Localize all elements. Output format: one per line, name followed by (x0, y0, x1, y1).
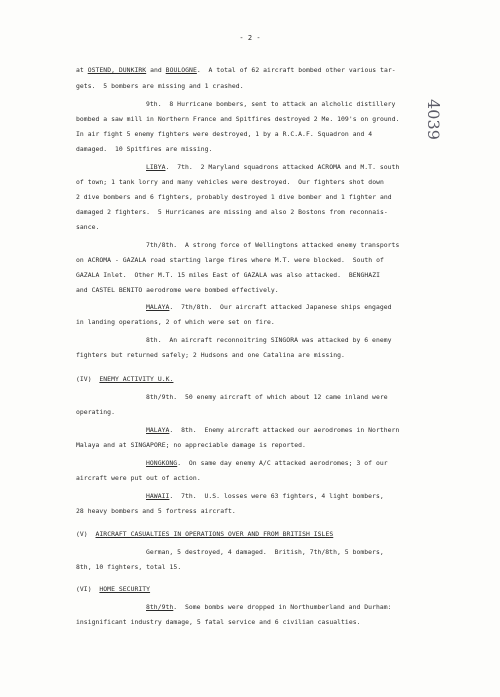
section-heading: LIBYA (146, 163, 166, 171)
text-line: 8th/9th. Some bombs were dropped in Northumberland and Durham: (146, 603, 392, 611)
text-line: 8th/9th. 50 enemy aircraft of which about 12 came inland were (146, 393, 388, 401)
section-heading: MALAYA (146, 426, 170, 434)
text-line: on ACROMA - GAZALA road starting large fires where M.T. were blocked. South of (76, 256, 384, 264)
text-line: MALAYA. 7th/8th. Our aircraft attacked Japanese ships engaged (146, 303, 392, 311)
section-heading: MALAYA (146, 303, 170, 311)
text-line: and CASTEL BENITO aerodrome were bombed effectively. (76, 286, 279, 294)
text-line: bombed a saw mill in Northern France and Spitfires destroyed 2 Me. 109's on ground. (76, 115, 400, 123)
text-line: sance. (76, 223, 100, 231)
text-line: in landing operations, 2 of which were set on fire. (76, 318, 275, 326)
text-line: 2 dive bombers and 6 fighters, probably destroyed 1 dive bomber and 1 fighter and (76, 193, 392, 201)
handwritten-margin-note: 4039 (424, 99, 443, 140)
text-line: In air fight 5 enemy fighters were destroyed, 1 by a R.C.A.F. Squadron and 4 (76, 130, 373, 138)
section-heading-line: (IV) ENEMY ACTIVITY U.K. (76, 375, 174, 383)
text-line: fighters but returned safely; 2 Hudsons and one Catalina are missing. (76, 351, 345, 359)
section-heading: HOME SECURITY (99, 585, 151, 593)
section-heading: HONGKONG (146, 459, 178, 467)
section-heading: AIRCRAFT CASUALTIES IN OPERATIONS OVER AND FROM BRITISH ISLES (95, 530, 334, 538)
section-heading: ENEMY ACTIVITY U.K. (99, 375, 174, 383)
text-line: LIBYA. 7th. 2 Maryland squadrons attacked ACROMA and M.T. south (146, 163, 400, 171)
text-line: GAZALA Inlet. Other M.T. 15 miles East of GAZALA was also attacked. BENGHAZI (76, 271, 381, 279)
text-line: insignificant industry damage, 5 fatal service and 6 civilian casualties. (76, 618, 361, 626)
text-line: 7th/8th. A strong force of Wellingtons attacked enemy transports (146, 241, 400, 249)
text-line: operating. (76, 408, 115, 416)
text-line: 8th. An aircraft reconnoitring SINGORA was attacked by 6 enemy (146, 336, 392, 344)
text-line: damaged. 10 Spitfires are missing. (76, 145, 213, 153)
text-line: Malaya and at SINGAPORE; no appreciable damage is reported. (76, 441, 306, 449)
text-line: 9th. 8 Hurricane bombers, sent to attack an alcholic distillery (146, 100, 396, 108)
text-line: gets. 5 bombers are missing and 1 crashed. (76, 82, 244, 90)
text-line: aircraft were put out of action. (76, 474, 201, 482)
text-line: MALAYA. 8th. Enemy aircraft attacked our aerodromes in Northern (146, 426, 400, 434)
section-heading: HAWAII (146, 492, 170, 500)
text-line: 28 heavy bombers and 5 fortress aircraft. (76, 507, 236, 515)
text-line: German, 5 destroyed, 4 damaged. British, 7th/8th, 5 bombers, (146, 548, 384, 556)
section-heading-line: (V) AIRCRAFT CASUALTIES IN OPERATIONS OVER AND FROM BRITISH ISLES (76, 530, 334, 538)
section-heading-line: (VI) HOME SECURITY (76, 585, 151, 593)
text-line: at OSTEND, DUNKIRK and BOULOGNE. A total of 62 aircraft bombed other various tar- (76, 66, 396, 74)
text-line: HONGKONG. On same day enemy A/C attacked aerodromes; 3 of our (146, 459, 388, 467)
text-line: damaged 2 fighters. 5 Hurricanes are missing and also 2 Bostons from reconnais- (76, 208, 388, 216)
text-line: 8th, 10 fighters, total 15. (76, 563, 182, 571)
text-line: of town; 1 tank lorry and many vehicles were destroyed. Our fighters shot down (76, 178, 384, 186)
text-line: HAWAII. 7th. U.S. losses were 63 fighters, 4 light bombers, (146, 492, 384, 500)
page-number: - 2 - (239, 34, 261, 42)
